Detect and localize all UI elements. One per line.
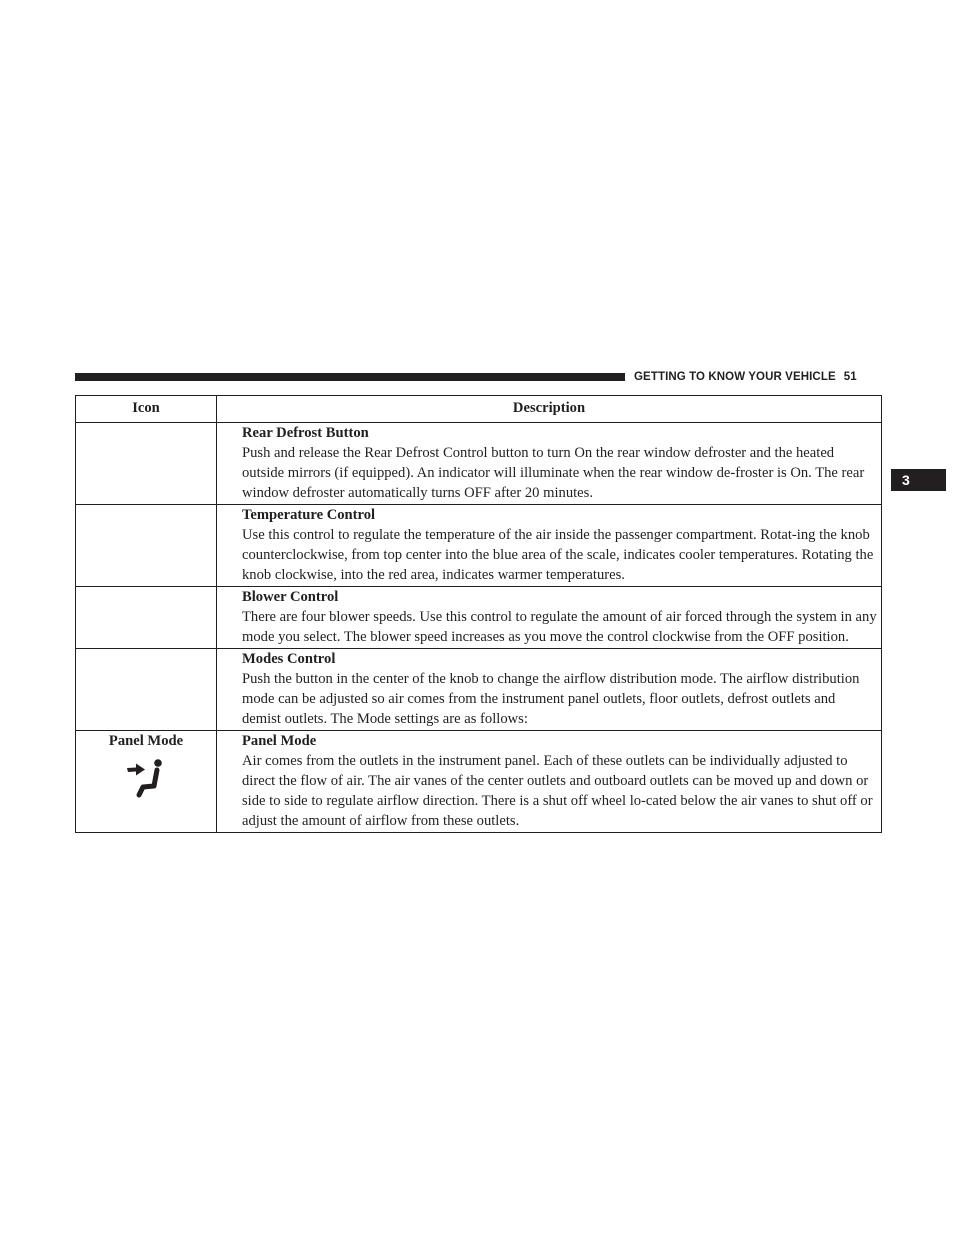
header-title: GETTING TO KNOW YOUR VEHICLE (634, 371, 836, 383)
row-title: Blower Control (242, 589, 339, 605)
row-title: Modes Control (242, 651, 336, 667)
row-text: There are four blower speeds. Use this control to regulate the amount of air forced through the system in any mode you select. The blower speed increases as you move the control clockwise from the OFF position. (242, 609, 877, 645)
row-text: Push the button in the center of the knob to change the airflow distribution mode. The airflow distribution mode can be adjusted so air comes from the instrument panel outlets, floor outlets, defrost outlets and demist outlets. The Mode settings are as follows: (242, 671, 860, 727)
panel-mode-icon (76, 751, 216, 807)
header-rule (75, 373, 625, 381)
table-row-blower-control (76, 587, 882, 649)
row-text: Use this control to regulate the temperature of the air inside the passenger compartment. Rotat-ing the knob counterclockwise, from top center into the blue area of the scale, indicates cooler temperatures. Rotating the knob clockwise, into the red area, indicates warmer temperatures. (242, 527, 874, 583)
table-row-modes-control (76, 649, 882, 731)
running-header (634, 368, 894, 386)
table-row-temperature-control (76, 505, 882, 587)
description-cell (217, 505, 882, 587)
column-header-description: Description (217, 396, 882, 423)
climate-controls-table (75, 395, 882, 833)
table-row-panel-mode (76, 731, 882, 833)
row-title: Rear Defrost Button (242, 425, 369, 441)
description-cell (217, 587, 882, 649)
description-cell (217, 649, 882, 731)
icon-cell (76, 649, 217, 731)
column-header-icon: Icon (76, 396, 217, 423)
row-title: Temperature Control (242, 507, 376, 523)
icon-cell (76, 505, 217, 587)
row-title: Panel Mode (242, 733, 317, 749)
icon-label: Panel Mode (108, 733, 184, 749)
icon-cell (76, 731, 217, 833)
chapter-tab: 3 (891, 469, 946, 491)
row-text: Air comes from the outlets in the instrument panel. Each of these outlets can be individually adjusted to direct the flow of air. The air vanes of the center outlets and outboard outlets can be moved up and down or side to side to regulate airflow direction. There is a shut off wheel lo-cated below the air vanes to shut off or adjust the amount of airflow from these outlets. (242, 753, 873, 829)
row-text: Push and release the Rear Defrost Control button to turn On the rear window defroster and the heated outside mirrors (if equipped). An indicator will illuminate when the rear window de-froster is On. The rear window defroster automatically turns OFF after 20 minutes. (242, 445, 865, 501)
description-cell (217, 423, 882, 505)
description-cell (217, 731, 882, 833)
table-header-row (76, 396, 882, 423)
icon-cell (76, 587, 217, 649)
icon-cell (76, 423, 217, 505)
page-number: 51 (843, 371, 857, 383)
table-row-rear-defrost (76, 423, 882, 505)
